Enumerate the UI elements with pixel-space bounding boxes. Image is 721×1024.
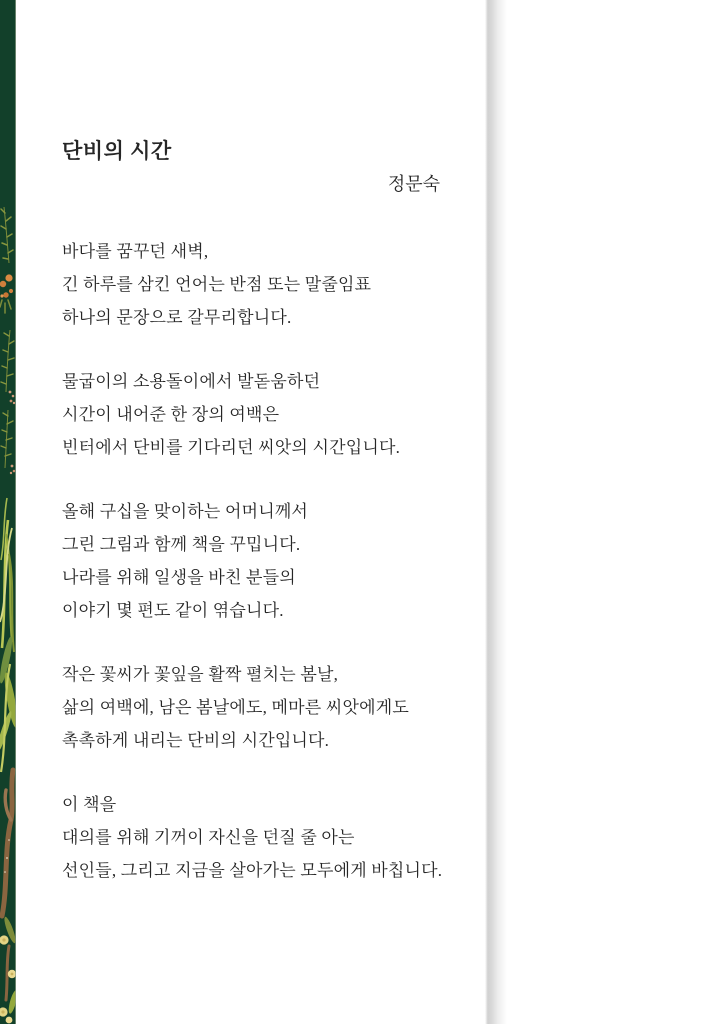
poem-line: 바다를 꿈꾸던 새벽, (62, 242, 209, 261)
poem-line: 선인들, 그리고 지금을 살아가는 모두에게 바칩니다. (62, 861, 443, 880)
poem-line: 그린 그림과 함께 책을 꾸밉니다. (62, 535, 301, 554)
poem-stanza-3 (62, 495, 440, 627)
poem-line: 물굽이의 소용돌이에서 발돋움하던 (62, 372, 321, 391)
poem (62, 138, 443, 887)
poem-line: 이야기 몇 편도 같이 엮습니다. (62, 601, 284, 620)
poem-line: 올해 구십을 맞이하는 어머니께서 (62, 502, 309, 521)
poem-line: 이 책을 (62, 795, 117, 814)
poem-line: 하나의 문장으로 갈무리합니다. (62, 308, 292, 327)
poem-line: 촉촉하게 내리는 단비의 시간입니다. (62, 731, 330, 750)
poem-line: 나라를 위해 일생을 바친 분들의 (62, 568, 296, 587)
poem-stanza-2 (62, 365, 440, 464)
poem-line: 긴 하루를 삼킨 언어는 반점 또는 말줄임표 (62, 275, 372, 294)
poem-line: 삶의 여백에, 남은 봄날에도, 메마른 씨앗에게도 (62, 698, 409, 717)
poem-stanza-4 (62, 658, 440, 757)
botanical-border-art (0, 0, 16, 1024)
poem-line: 작은 꽃씨가 꽃잎을 활짝 펼치는 봄날, (62, 665, 339, 684)
poem-title: 단비의 시간 (62, 139, 172, 163)
poem-line: 시간이 내어준 한 장의 여백은 (62, 405, 280, 424)
poem-stanza-5 (62, 788, 443, 887)
poem-stanza-1 (62, 235, 440, 334)
botanical-border-illustration (0, 0, 16, 1024)
page-fold-shadow (485, 0, 507, 1024)
poem-line: 대의를 위해 기꺼이 자신을 던질 줄 아는 (62, 828, 355, 847)
poem-line: 빈터에서 단비를 기다리던 씨앗의 시간입니다. (62, 438, 401, 457)
poem-author: 정문숙 (387, 174, 440, 194)
